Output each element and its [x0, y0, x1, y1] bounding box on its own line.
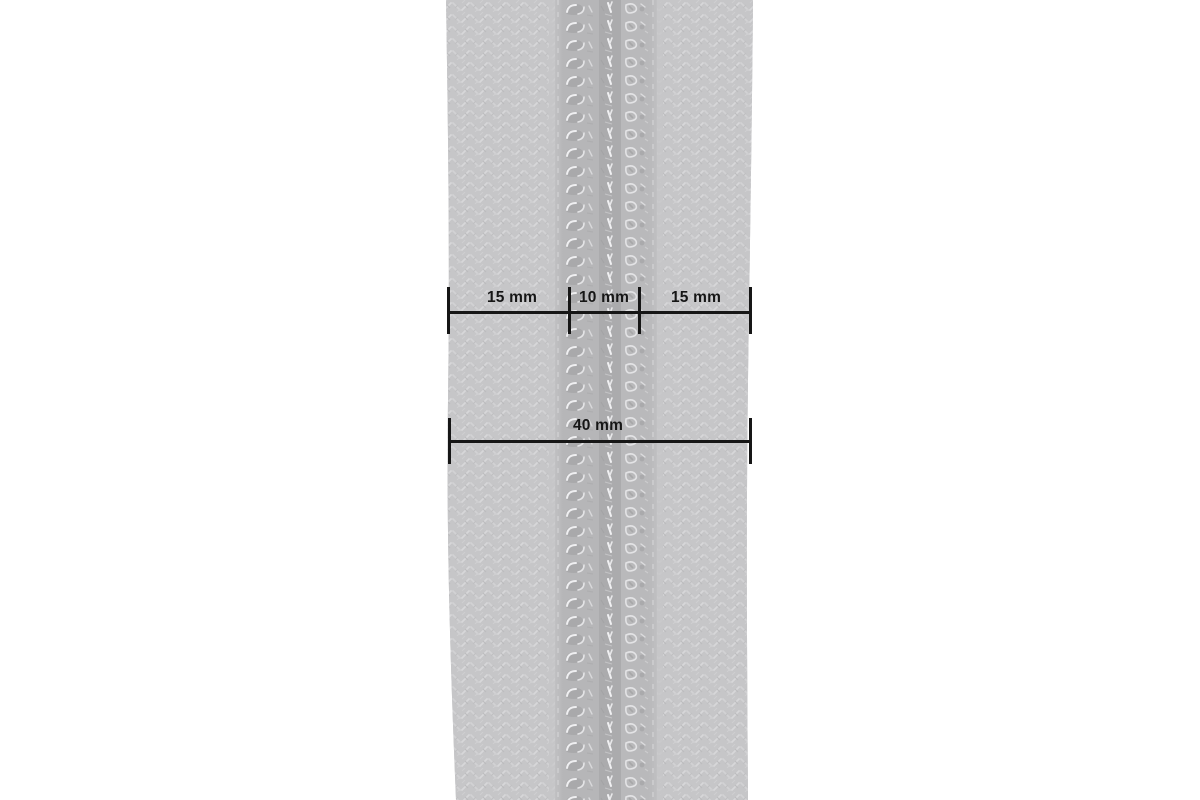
dimension-tick — [447, 287, 450, 334]
zipper-photo — [443, 0, 755, 800]
dimension-line-bottom-bar — [449, 440, 751, 443]
dimension-label-coil: 10 mm — [578, 289, 630, 306]
dimension-label-left-tape: 15 mm — [486, 289, 538, 306]
dimension-tick — [749, 418, 752, 464]
dimension-tick — [448, 418, 451, 464]
zipper-coil — [549, 0, 663, 800]
dimension-label-overall: 40 mm — [572, 417, 624, 434]
dimension-label-right-tape: 15 mm — [670, 289, 722, 306]
dimension-line-top-bar — [448, 311, 751, 314]
